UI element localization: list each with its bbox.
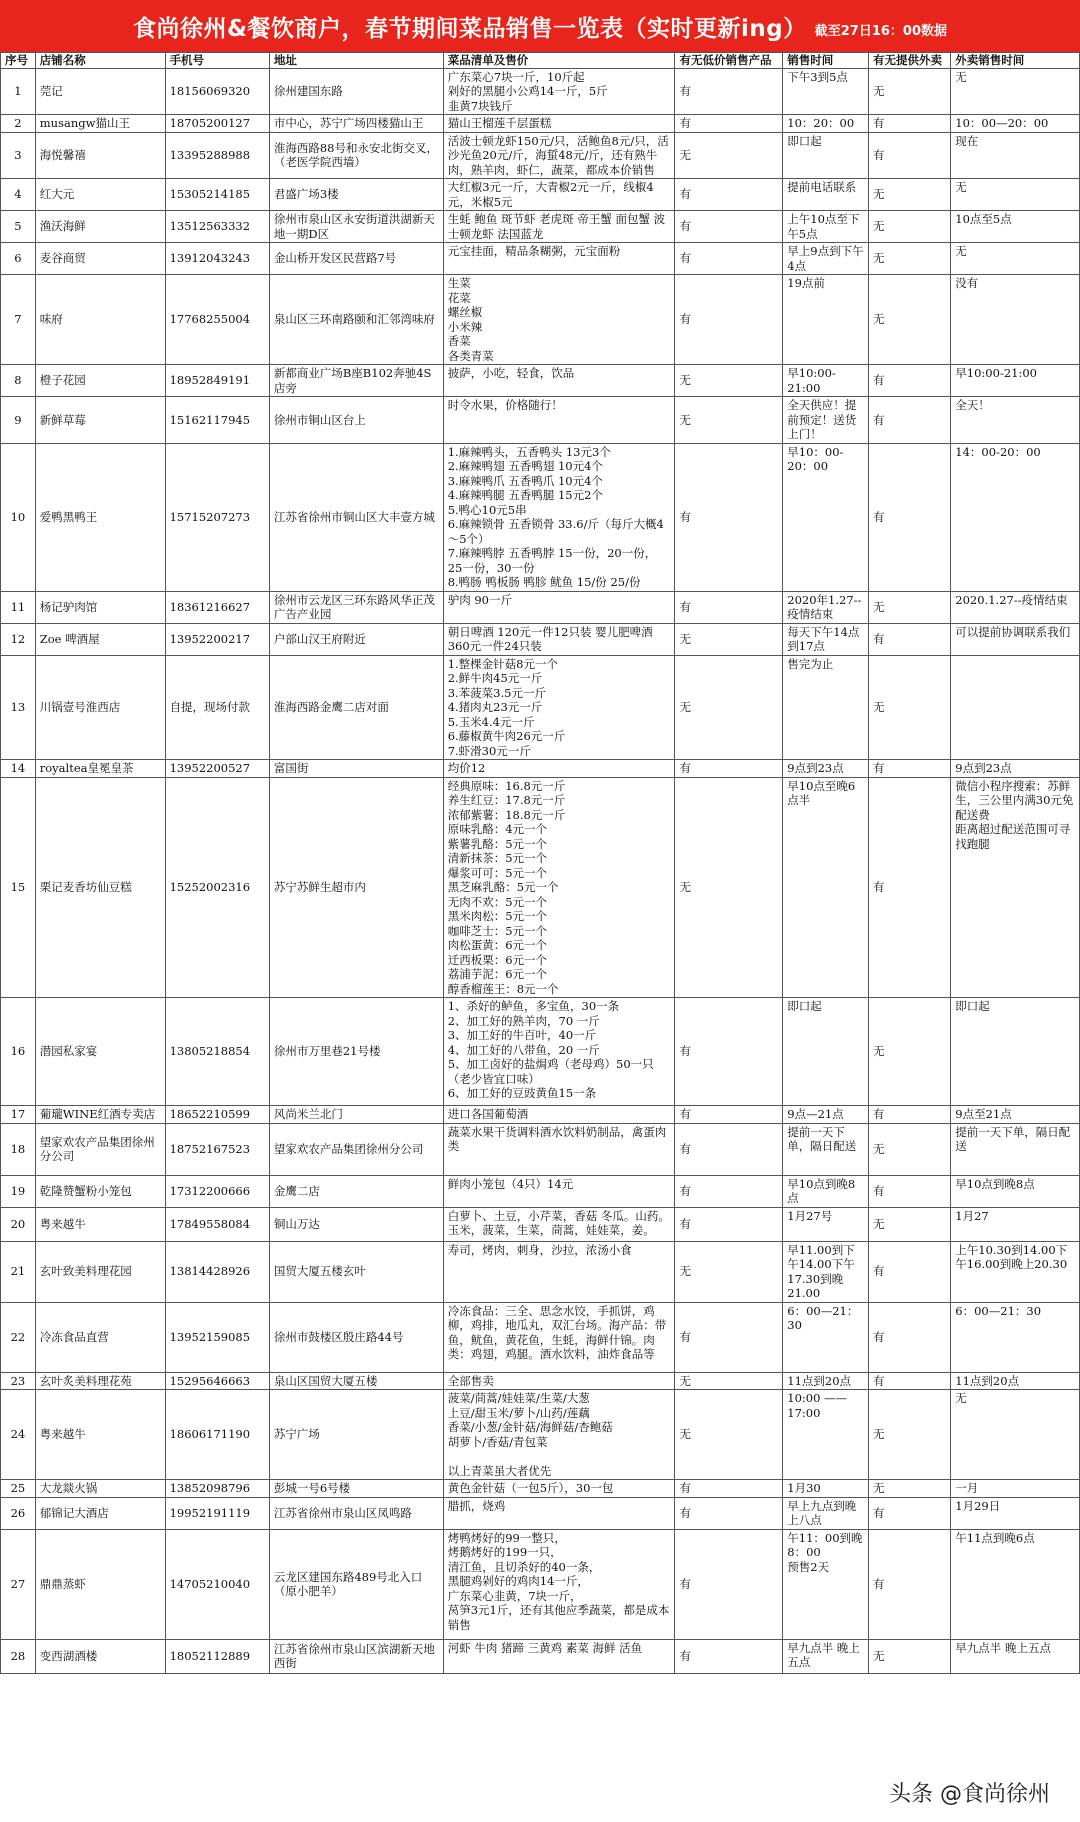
low-price-flag: 有 xyxy=(675,275,783,365)
delivery-flag: 无 xyxy=(869,1390,951,1480)
menu-items: 蔬菜水果干货调料酒水饮料奶制品，禽蛋肉类 xyxy=(443,1123,675,1175)
menu-items: 1.整棵金针菇8元一个 2.鲜牛肉45元一斤 3.苯菠菜3.5元一斤 4.猪肉丸23元一斤 5.玉米4.4元一斤 6.藤椒黄牛肉26元一斤 7.虾滑30元一斤 xyxy=(443,655,675,760)
col-header-low-price: 有无低价销售产品 xyxy=(675,53,783,69)
row-no: 15 xyxy=(1,777,36,998)
phone: 17312200666 xyxy=(165,1175,269,1207)
delivery-time: 午11点到晚6点 xyxy=(951,1529,1080,1639)
low-price-flag: 无 xyxy=(675,655,783,760)
delivery-time: 6：00—21：30 xyxy=(951,1302,1080,1372)
sale-time: 1月30 xyxy=(783,1480,869,1498)
menu-items: 黄色金针菇（一包5斤），30一包 xyxy=(443,1480,675,1498)
store-name: 粤来越牛 xyxy=(35,1207,165,1241)
delivery-time: 11点到20点 xyxy=(951,1372,1080,1390)
col-header-address: 地址 xyxy=(269,53,443,69)
menu-items: 猫山王榴莲千层蛋糕 xyxy=(443,115,675,133)
menu-items: 寿司，烤肉，刺身，沙拉，浓汤小食 xyxy=(443,1241,675,1302)
store-name: 栗记麦香坊仙豆糕 xyxy=(35,777,165,998)
phone: 15305214185 xyxy=(165,179,269,211)
menu-items: 生菜 花菜 螺丝椒 小米辣 香菜 各类青菜 xyxy=(443,275,675,365)
delivery-time: 无 xyxy=(951,179,1080,211)
store-name: 玄叶炙美料理花苑 xyxy=(35,1372,165,1390)
address: 彭城一号6号楼 xyxy=(269,1480,443,1498)
sale-time: 11点到20点 xyxy=(783,1372,869,1390)
table-row xyxy=(1,365,1080,397)
address: 泉山区国贸大厦五楼 xyxy=(269,1372,443,1390)
phone: 15252002316 xyxy=(165,777,269,998)
phone: 15715207273 xyxy=(165,443,269,591)
delivery-flag: 无 xyxy=(869,275,951,365)
sale-time: 提前电话联系 xyxy=(783,179,869,211)
menu-items: 时令水果，价格随行！ xyxy=(443,397,675,444)
row-no: 26 xyxy=(1,1497,36,1529)
table-body xyxy=(1,68,1080,1673)
phone: 19952191119 xyxy=(165,1497,269,1529)
delivery-flag: 有 xyxy=(869,777,951,998)
title-banner xyxy=(0,0,1080,52)
menu-items: 大红椒3元一斤，大青椒2元一斤，线椒4元，米椒5元 xyxy=(443,179,675,211)
phone: 18606171190 xyxy=(165,1390,269,1480)
row-no: 4 xyxy=(1,179,36,211)
table-row xyxy=(1,1372,1080,1390)
menu-items: 1、杀好的鲈鱼，多宝鱼，30一条 2、加工好的熟羊肉，70 一斤 3、加工好的牛百叶，40一斤 4、加工好的八带鱼，20 一斤 5、加工卤好的盐焗鸡（老母鸡）50一只（老少皆宜口味） 6、加工好的豆豉黄鱼15一条 xyxy=(443,998,675,1106)
row-no: 18 xyxy=(1,1123,36,1175)
address: 国贸大厦五楼玄叶 xyxy=(269,1241,443,1302)
menu-items: 菠菜/茼蒿/娃娃菜/生菜/大葱 上豆/甜玉米/萝卜/山药/莲藕 香菜/小葱/金针菇/海鲜菇/杏鲍菇 胡萝卜/香菇/青包菜 以上青菜虽大者优先 xyxy=(443,1390,675,1480)
table-row xyxy=(1,1639,1080,1673)
table-row xyxy=(1,179,1080,211)
delivery-time: 9点到23点 xyxy=(951,760,1080,778)
low-price-flag: 有 xyxy=(675,760,783,778)
sale-time: 早10点到晚8点 xyxy=(783,1175,869,1207)
delivery-time: 早九点半 晚上五点 xyxy=(951,1639,1080,1673)
sale-time: 10:00 ——17:00 xyxy=(783,1390,869,1480)
phone: 18952849191 xyxy=(165,365,269,397)
address: 市中心，苏宁广场四楼猫山王 xyxy=(269,115,443,133)
delivery-time: 即口起 xyxy=(951,998,1080,1106)
delivery-flag: 无 xyxy=(869,1639,951,1673)
phone: 17849558084 xyxy=(165,1207,269,1241)
phone: 13395288988 xyxy=(165,132,269,179)
sale-time: 早10点至晚6点半 xyxy=(783,777,869,998)
sale-time: 早九点半 晚上五点 xyxy=(783,1639,869,1673)
row-no: 20 xyxy=(1,1207,36,1241)
menu-items: 经典原味：16.8元一斤 养生红豆：17.8元一斤 浓郁紫薯：18.8元一斤 原味乳酪：4元一个 紫薯乳酪：5元一个 清新抹茶：5元一个 爆浆可可：5元一个 黑芝麻乳酪：5元一个 无肉不欢：5元一个 黑米肉松：5元一个 咖啡芝士：5元一个 肉松蛋黄：6元一个 迁西板栗：6元一个 荔浦芋泥：6元一个 醇香榴莲王：8元一个 xyxy=(443,777,675,998)
low-price-flag: 无 xyxy=(675,1372,783,1390)
delivery-time: 提前一天下单，隔日配送 xyxy=(951,1123,1080,1175)
table-row xyxy=(1,1123,1080,1175)
phone: 13952200217 xyxy=(165,623,269,655)
row-no: 23 xyxy=(1,1372,36,1390)
delivery-time: 一月 xyxy=(951,1480,1080,1498)
table-row xyxy=(1,68,1080,115)
address: 江苏省徐州市铜山区大丰壹方城 xyxy=(269,443,443,591)
table-row xyxy=(1,211,1080,243)
low-price-flag: 有 xyxy=(675,1123,783,1175)
low-price-flag: 有 xyxy=(675,115,783,133)
sale-time: 6：00—21：30 xyxy=(783,1302,869,1372)
row-no: 7 xyxy=(1,275,36,365)
col-header-store: 店铺名称 xyxy=(35,53,165,69)
address: 望家欢农产品集团徐州分公司 xyxy=(269,1123,443,1175)
table-header-row xyxy=(1,53,1080,69)
delivery-flag: 有 xyxy=(869,1175,951,1207)
menu-items: 活波士顿龙虾150元/只，活鲍鱼8元/只，活沙光鱼20元/斤，海蜇48元/斤，还有熟牛肉，熟羊肉，虾仁，蔬菜，都成本价销售 xyxy=(443,132,675,179)
table-row xyxy=(1,1207,1080,1241)
row-no: 21 xyxy=(1,1241,36,1302)
sale-time: 午11：00到晚8：00 预售2天 xyxy=(783,1529,869,1639)
sale-time: 下午3到5点 xyxy=(783,68,869,115)
low-price-flag: 有 xyxy=(675,1175,783,1207)
delivery-flag: 有 xyxy=(869,1529,951,1639)
row-no: 19 xyxy=(1,1175,36,1207)
menu-items: 朝日啤酒 120元一件12只装 婴儿肥啤酒360元一件24只装 xyxy=(443,623,675,655)
watermark: 头条 @食尚徐州 xyxy=(883,1775,1056,1810)
col-header-menu: 菜品清单及售价 xyxy=(443,53,675,69)
phone: 自提，现场付款 xyxy=(165,655,269,760)
delivery-time: 早10点到晚8点 xyxy=(951,1175,1080,1207)
store-name: 渔沃海鲜 xyxy=(35,211,165,243)
sale-time: 即口起 xyxy=(783,132,869,179)
address: 徐州市铜山区台上 xyxy=(269,397,443,444)
sale-time: 10：20：00 xyxy=(783,115,869,133)
low-price-flag: 有 xyxy=(675,591,783,623)
store-name: Zoe 啤酒屋 xyxy=(35,623,165,655)
address: 户部山汉王府附近 xyxy=(269,623,443,655)
menu-items: 河虾 牛肉 猪蹄 三黄鸡 素菜 海鲜 活鱼 xyxy=(443,1639,675,1673)
row-no: 1 xyxy=(1,68,36,115)
row-no: 17 xyxy=(1,1106,36,1124)
row-no: 5 xyxy=(1,211,36,243)
delivery-time: 可以提前协调联系我们 xyxy=(951,623,1080,655)
row-no: 13 xyxy=(1,655,36,760)
row-no: 8 xyxy=(1,365,36,397)
low-price-flag: 无 xyxy=(675,132,783,179)
phone: 15162117945 xyxy=(165,397,269,444)
delivery-flag: 无 xyxy=(869,655,951,760)
menu-items: 腊抓，烧鸡 xyxy=(443,1497,675,1529)
phone: 13814428926 xyxy=(165,1241,269,1302)
delivery-flag: 无 xyxy=(869,1480,951,1498)
store-name: 粤来越牛 xyxy=(35,1390,165,1480)
table-row xyxy=(1,243,1080,275)
low-price-flag: 有 xyxy=(675,1207,783,1241)
address: 金鹰二店 xyxy=(269,1175,443,1207)
sale-time: 1月27号 xyxy=(783,1207,869,1241)
menu-items: 生蚝 鲍鱼 斑节虾 老虎斑 帝王蟹 面包蟹 波士顿龙虾 法国蓝龙 xyxy=(443,211,675,243)
sale-time: 9点—21点 xyxy=(783,1106,869,1124)
store-name: musangw猫山王 xyxy=(35,115,165,133)
delivery-flag: 有 xyxy=(869,1372,951,1390)
delivery-flag: 有 xyxy=(869,1497,951,1529)
delivery-flag: 无 xyxy=(869,68,951,115)
low-price-flag: 有 xyxy=(675,1106,783,1124)
phone: 13912043243 xyxy=(165,243,269,275)
sale-time: 上午10点至下午5点 xyxy=(783,211,869,243)
col-header-delivery: 有无提供外卖 xyxy=(869,53,951,69)
table-row xyxy=(1,998,1080,1106)
phone: 18156069320 xyxy=(165,68,269,115)
delivery-flag: 无 xyxy=(869,179,951,211)
sale-time: 早上九点到晚上八点 xyxy=(783,1497,869,1529)
address: 苏宁苏鲜生超市内 xyxy=(269,777,443,998)
sale-time: 提前一天下单，隔日配送 xyxy=(783,1123,869,1175)
address: 云龙区建国东路489号北入口（原小肥羊） xyxy=(269,1529,443,1639)
address: 苏宁广场 xyxy=(269,1390,443,1480)
address: 铜山万达 xyxy=(269,1207,443,1241)
low-price-flag: 无 xyxy=(675,1390,783,1480)
address: 徐州市鼓楼区殷庄路44号 xyxy=(269,1302,443,1372)
sale-time: 早10：00-20：00 xyxy=(783,443,869,591)
address: 徐州市泉山区永安街道洪湖新天地一期D区 xyxy=(269,211,443,243)
delivery-time: 上午10.30到14.00下午16.00到晚上20.30 xyxy=(951,1241,1080,1302)
table-row xyxy=(1,1302,1080,1372)
table-row xyxy=(1,1241,1080,1302)
delivery-time: 无 xyxy=(951,68,1080,115)
phone: 13512563332 xyxy=(165,211,269,243)
sale-time: 早上9点到下午4点 xyxy=(783,243,869,275)
address: 淮海西路金鹰二店对面 xyxy=(269,655,443,760)
delivery-time: 1月29日 xyxy=(951,1497,1080,1529)
table-row xyxy=(1,1106,1080,1124)
delivery-flag: 有 xyxy=(869,1241,951,1302)
table-row xyxy=(1,1390,1080,1480)
table-row xyxy=(1,443,1080,591)
delivery-time: 现在 xyxy=(951,132,1080,179)
address: 泉山区三环南路颐和汇邻湾味府 xyxy=(269,275,443,365)
phone: 18361216627 xyxy=(165,591,269,623)
sale-time: 早11.00到下午14.00下午17.30到晚21.00 xyxy=(783,1241,869,1302)
row-no: 14 xyxy=(1,760,36,778)
delivery-flag: 有 xyxy=(869,1106,951,1124)
store-name: royaltea皇冕皇茶 xyxy=(35,760,165,778)
address: 新都商业广场B座B102奔驰4S店旁 xyxy=(269,365,443,397)
phone: 18052112889 xyxy=(165,1639,269,1673)
row-no: 27 xyxy=(1,1529,36,1639)
delivery-flag: 有 xyxy=(869,443,951,591)
row-no: 24 xyxy=(1,1390,36,1480)
low-price-flag: 有 xyxy=(675,243,783,275)
sale-time: 全天供应！提前预定！送货上门！ xyxy=(783,397,869,444)
delivery-flag: 无 xyxy=(869,998,951,1106)
phone: 13952159085 xyxy=(165,1302,269,1372)
low-price-flag: 有 xyxy=(675,1480,783,1498)
store-name: 橙子花园 xyxy=(35,365,165,397)
low-price-flag: 无 xyxy=(675,777,783,998)
phone: 15295646663 xyxy=(165,1372,269,1390)
delivery-time xyxy=(951,655,1080,760)
col-header-no: 序号 xyxy=(1,53,36,69)
store-name: 新鲜草莓 xyxy=(35,397,165,444)
sale-time: 早10:00-21:00 xyxy=(783,365,869,397)
delivery-flag: 有 xyxy=(869,760,951,778)
store-name: 大龙燚火锅 xyxy=(35,1480,165,1498)
table-row xyxy=(1,132,1080,179)
delivery-time: 2020.1.27--疫情结束 xyxy=(951,591,1080,623)
address: 江苏省徐州市泉山区滨湖新天地西街 xyxy=(269,1639,443,1673)
row-no: 10 xyxy=(1,443,36,591)
store-name: 麦谷商贸 xyxy=(35,243,165,275)
table-row xyxy=(1,623,1080,655)
address: 风尚米兰北门 xyxy=(269,1106,443,1124)
sale-time: 即口起 xyxy=(783,998,869,1106)
store-name: 玄叶致美料理花园 xyxy=(35,1241,165,1302)
store-name: 爱鸭黑鸭王 xyxy=(35,443,165,591)
low-price-flag: 有 xyxy=(675,1639,783,1673)
low-price-flag: 有 xyxy=(675,211,783,243)
sale-time: 2020年1.27--疫情结束 xyxy=(783,591,869,623)
low-price-flag: 有 xyxy=(675,1302,783,1372)
col-header-sale-time: 销售时间 xyxy=(783,53,869,69)
menu-items: 1.麻辣鸭头，五香鸭头 13元3个 2.麻辣鸭翅 五香鸭翅 10元4个 3.麻辣鸭爪 五香鸭爪 10元4个 4.麻辣鸭腿 五香鸭腿 15元2个 5.鸭心10元5串 6.麻辣锁骨 五香锁骨 33.6/斤（每斤大概4～5个） 7.麻辣鸭脖 五香鸭脖 15一份，20一份，25一份，30一份 8.鸭肠 鸭板肠 鸭胗 鱿鱼 15/份 25/份 xyxy=(443,443,675,591)
store-name: 红大元 xyxy=(35,179,165,211)
menu-items: 均价12 xyxy=(443,760,675,778)
delivery-flag: 无 xyxy=(869,243,951,275)
phone: 13852098796 xyxy=(165,1480,269,1498)
row-no: 2 xyxy=(1,115,36,133)
address: 徐州市云龙区三环东路风华正茂广告产业园 xyxy=(269,591,443,623)
row-no: 12 xyxy=(1,623,36,655)
phone: 14705210040 xyxy=(165,1529,269,1639)
table-row xyxy=(1,655,1080,760)
low-price-flag: 有 xyxy=(675,68,783,115)
menu-items: 全部售卖 xyxy=(443,1372,675,1390)
address: 江苏省徐州市泉山区凤鸣路 xyxy=(269,1497,443,1529)
delivery-flag: 无 xyxy=(869,591,951,623)
delivery-flag: 无 xyxy=(869,211,951,243)
table-row xyxy=(1,777,1080,998)
row-no: 25 xyxy=(1,1480,36,1498)
phone: 18705200127 xyxy=(165,115,269,133)
store-name: 鼎鼎蒸虾 xyxy=(35,1529,165,1639)
address: 金山桥开发区民营路7号 xyxy=(269,243,443,275)
menu-items: 广东菜心7块一斤，10斤起 剁好的黑腿小公鸡14一斤，5斤 韭黄7块钱斤 xyxy=(443,68,675,115)
sale-time: 每天下午14点到17点 xyxy=(783,623,869,655)
delivery-time: 无 xyxy=(951,1390,1080,1480)
row-no: 6 xyxy=(1,243,36,275)
table-row xyxy=(1,1497,1080,1529)
low-price-flag: 有 xyxy=(675,1529,783,1639)
delivery-time: 1月27 xyxy=(951,1207,1080,1241)
sales-table xyxy=(0,52,1080,1674)
row-no: 28 xyxy=(1,1639,36,1673)
sale-time: 9点到23点 xyxy=(783,760,869,778)
low-price-flag: 有 xyxy=(675,179,783,211)
menu-items: 进口各国葡萄酒 xyxy=(443,1106,675,1124)
low-price-flag: 无 xyxy=(675,623,783,655)
store-name: 潜园私家宴 xyxy=(35,998,165,1106)
table-row xyxy=(1,1480,1080,1498)
sale-time: 19点前 xyxy=(783,275,869,365)
row-no: 11 xyxy=(1,591,36,623)
store-name: 郁锦记大酒店 xyxy=(35,1497,165,1529)
page-title: 食尚徐州&餐饮商户，春节期间菜品销售一览表（实时更新ing） xyxy=(132,15,807,42)
row-no: 16 xyxy=(1,998,36,1106)
delivery-flag: 无 xyxy=(869,1123,951,1175)
table-row xyxy=(1,397,1080,444)
table-row xyxy=(1,760,1080,778)
address: 君盛广场3楼 xyxy=(269,179,443,211)
low-price-flag: 有 xyxy=(675,998,783,1106)
address: 淮海西路88号和永安北街交叉，（老医学院西墙） xyxy=(269,132,443,179)
store-name: 冷冻食品直营 xyxy=(35,1302,165,1372)
phone: 13805218854 xyxy=(165,998,269,1106)
low-price-flag: 无 xyxy=(675,1241,783,1302)
low-price-flag: 有 xyxy=(675,1497,783,1529)
menu-items: 元宝挂面，精品条糊粥，元宝面粉 xyxy=(443,243,675,275)
delivery-flag: 无 xyxy=(869,1207,951,1241)
delivery-time: 14：00-20：00 xyxy=(951,443,1080,591)
menu-items: 驴肉 90一斤 xyxy=(443,591,675,623)
row-no: 9 xyxy=(1,397,36,444)
menu-items: 冷冻食品：三全、思念水饺，手抓饼，鸡柳，鸡排，地瓜丸，双汇台场。海产品：带鱼，鱿鱼，黄花鱼，生蚝，海鲜什锦。肉类：鸡翅，鸡腿。酒水饮料，油炸食品等 xyxy=(443,1302,675,1372)
address: 徐州市万里巷21号楼 xyxy=(269,998,443,1106)
menu-items: 鲜肉小笼包（4只）14元 xyxy=(443,1175,675,1207)
phone: 13952200527 xyxy=(165,760,269,778)
store-name: 变西湖酒楼 xyxy=(35,1639,165,1673)
delivery-time: 微信小程序搜索：苏鲜生，三公里内满30元免配送费 距离超过配送范围可寻找跑腿 xyxy=(951,777,1080,998)
delivery-flag: 有 xyxy=(869,365,951,397)
delivery-time: 早10:00-21:00 xyxy=(951,365,1080,397)
low-price-flag: 有 xyxy=(675,443,783,591)
store-name: 葡瓏WINE红酒专卖店 xyxy=(35,1106,165,1124)
table-row xyxy=(1,591,1080,623)
address: 富国街 xyxy=(269,760,443,778)
phone: 18752167523 xyxy=(165,1123,269,1175)
store-name: 海悦馨禧 xyxy=(35,132,165,179)
menu-items: 烤鸭烤好的99一整只， 烤鹅烤好的199一只， 清江鱼，且切杀好的40一条， 黑腿鸡剁好的鸡肉14一斤， 广东菜心韭黄，7块一斤， 莴笋3元1斤，还有其他应季蔬菜，都是成本销售 xyxy=(443,1529,675,1639)
delivery-time: 全天！ xyxy=(951,397,1080,444)
delivery-time: 9点至21点 xyxy=(951,1106,1080,1124)
delivery-flag: 有 xyxy=(869,397,951,444)
col-header-delivery-time: 外卖销售时间 xyxy=(951,53,1080,69)
table-row xyxy=(1,1175,1080,1207)
data-timestamp: 截至27日16：00数据 xyxy=(814,23,948,39)
store-name: 川锅壹号淮西店 xyxy=(35,655,165,760)
delivery-time: 10点至5点 xyxy=(951,211,1080,243)
phone: 18652210599 xyxy=(165,1106,269,1124)
sales-table-container xyxy=(0,52,1080,1674)
low-price-flag: 无 xyxy=(675,397,783,444)
col-header-phone: 手机号 xyxy=(165,53,269,69)
store-name: 味府 xyxy=(35,275,165,365)
store-name: 杨记驴肉馆 xyxy=(35,591,165,623)
delivery-time: 没有 xyxy=(951,275,1080,365)
row-no: 22 xyxy=(1,1302,36,1372)
delivery-flag: 有 xyxy=(869,115,951,133)
low-price-flag: 无 xyxy=(675,365,783,397)
row-no: 3 xyxy=(1,132,36,179)
menu-items: 白萝卜、土豆，小芹菜，香菇 冬瓜。山药。玉米，菠菜，生菜，茼蒿，娃娃菜，姜。 xyxy=(443,1207,675,1241)
table-row xyxy=(1,1529,1080,1639)
delivery-time: 10：00—20：00 xyxy=(951,115,1080,133)
store-name: 乾隆赞蟹粉小笼包 xyxy=(35,1175,165,1207)
store-name: 望家欢农产品集团徐州分公司 xyxy=(35,1123,165,1175)
delivery-flag: 有 xyxy=(869,623,951,655)
table-row xyxy=(1,115,1080,133)
delivery-flag: 有 xyxy=(869,132,951,179)
phone: 17768255004 xyxy=(165,275,269,365)
table-row xyxy=(1,275,1080,365)
menu-items: 披萨，小吃，轻食，饮品 xyxy=(443,365,675,397)
sale-time: 售完为止 xyxy=(783,655,869,760)
delivery-time: 无 xyxy=(951,243,1080,275)
store-name: 莞记 xyxy=(35,68,165,115)
address: 徐州建国东路 xyxy=(269,68,443,115)
delivery-flag: 有 xyxy=(869,1302,951,1372)
